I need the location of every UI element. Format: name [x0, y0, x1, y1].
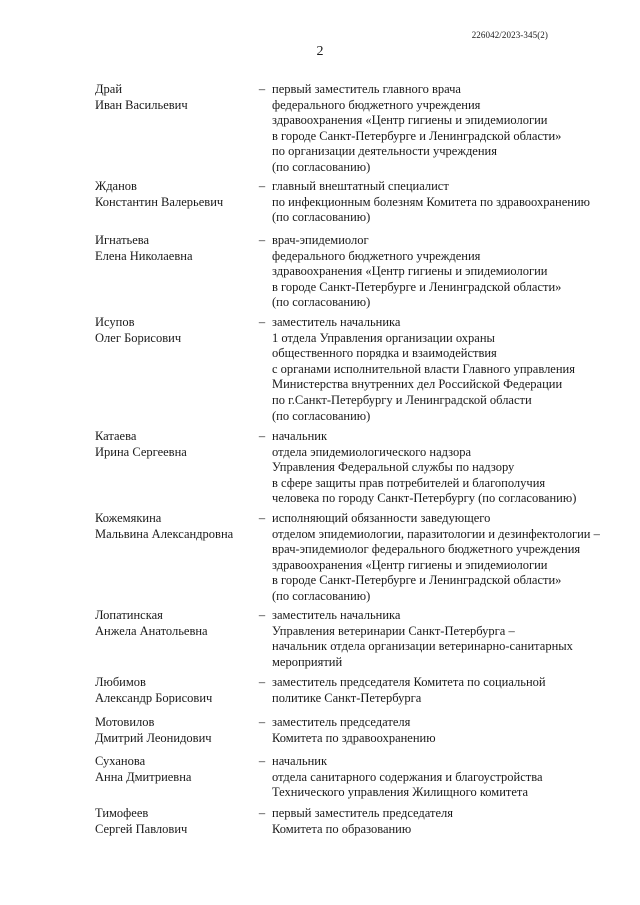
- separator-dash: –: [258, 429, 266, 443]
- page-number: 2: [316, 44, 324, 59]
- separator-dash: –: [258, 675, 266, 689]
- role-line: заместитель начальника: [272, 608, 401, 622]
- member-given-names: Александр Борисович: [95, 690, 213, 705]
- member-name: [95, 754, 255, 785]
- member-name: [95, 179, 255, 210]
- member-surname: Любимов: [95, 675, 146, 689]
- role-line: 1 отдела Управления организации охраны: [272, 330, 495, 345]
- role-line: здравоохранения «Центр гигиены и эпидемиологии: [272, 113, 548, 128]
- member-surname: Лопатинская: [95, 608, 163, 622]
- role-line: заместитель председателя Комитета по социальной: [272, 675, 546, 689]
- role-line: с органами исполнительной власти Главного управления: [272, 361, 575, 376]
- member-surname: Игнатьева: [95, 233, 150, 247]
- member-name: [95, 608, 255, 639]
- member-surname: Суханова: [95, 754, 146, 768]
- role-line: Управления ветеринарии Санкт-Петербурга –: [272, 623, 515, 638]
- role-line: Министерства внутренних дел Российской Федерации: [272, 377, 563, 392]
- role-line: Технического управления Жилищного комитета: [272, 785, 529, 800]
- role-line: исполняющий обязанности заведующего: [272, 511, 491, 525]
- member-name: [95, 82, 255, 113]
- member-given-names: Анжела Анатольевна: [95, 623, 208, 638]
- role-line: отделом эпидемиологии, паразитологии и дезинфектологии –: [272, 526, 600, 541]
- member-given-names: Иван Васильевич: [95, 97, 188, 112]
- member-role: [272, 715, 632, 746]
- member-given-names: Олег Борисович: [95, 330, 182, 345]
- member-surname: Тимофеев: [95, 806, 149, 820]
- role-line: начальник отдела организации ветеринарно-санитарных: [272, 639, 573, 654]
- role-line: здравоохранения «Центр гигиены и эпидемиологии: [272, 557, 548, 572]
- role-line: федерального бюджетного учреждения: [272, 248, 481, 263]
- member-given-names: Мальвина Александровна: [95, 526, 234, 541]
- role-line: (по согласованию): [272, 408, 371, 423]
- separator-dash: –: [258, 806, 266, 820]
- separator-dash: –: [258, 754, 266, 768]
- role-line: врач-эпидемиолог: [272, 233, 369, 247]
- role-line: общественного порядка и взаимодействия: [272, 346, 497, 361]
- role-line: начальник: [272, 754, 328, 768]
- member-name: [95, 806, 255, 837]
- member-role: [272, 82, 632, 176]
- role-line: первый заместитель председателя: [272, 806, 453, 820]
- role-line: в городе Санкт-Петербурге и Ленинградской области»: [272, 128, 562, 143]
- role-line: федерального бюджетного учреждения: [272, 97, 481, 112]
- document-id: 226042/2023-345(2): [471, 30, 548, 40]
- member-role: [272, 806, 632, 837]
- role-line: отдела санитарного содержания и благоустройства: [272, 769, 543, 784]
- role-line: в сфере защиты прав потребителей и благополучия: [272, 475, 546, 490]
- role-line: политике Санкт-Петербурга: [272, 690, 422, 705]
- member-given-names: Ирина Сергеевна: [95, 444, 187, 459]
- role-line: главный внештатный специалист: [272, 179, 449, 193]
- member-given-names: Елена Николаевна: [95, 248, 193, 263]
- role-line: в городе Санкт-Петербурге и Ленинградской области»: [272, 573, 562, 588]
- role-line: (по согласованию): [272, 210, 371, 225]
- role-line: мероприятий: [272, 654, 343, 669]
- member-role: [272, 429, 632, 507]
- separator-dash: –: [258, 315, 266, 329]
- member-role: [272, 179, 632, 226]
- member-surname: Кожемякина: [95, 511, 162, 525]
- member-role: [272, 233, 632, 311]
- role-line: Комитета по образованию: [272, 821, 412, 836]
- member-given-names: Константин Валерьевич: [95, 194, 224, 209]
- member-name: [95, 511, 255, 542]
- separator-dash: –: [258, 82, 266, 96]
- member-role: [272, 608, 632, 670]
- separator-dash: –: [258, 179, 266, 193]
- member-role: [272, 754, 632, 801]
- role-line: начальник: [272, 429, 328, 443]
- member-given-names: Анна Дмитриевна: [95, 769, 192, 784]
- member-name: [95, 715, 255, 746]
- member-given-names: Дмитрий Леонидович: [95, 730, 212, 745]
- member-name: [95, 675, 255, 706]
- role-line: заместитель председателя: [272, 715, 411, 729]
- member-given-names: Сергей Павлович: [95, 821, 188, 836]
- member-surname: Жданов: [95, 179, 137, 193]
- role-line: Комитета по здравоохранению: [272, 730, 436, 745]
- member-surname: Катаева: [95, 429, 137, 443]
- role-line: в городе Санкт-Петербурге и Ленинградской области»: [272, 279, 562, 294]
- role-line: заместитель начальника: [272, 315, 401, 329]
- member-role: [272, 315, 632, 424]
- member-surname: Мотовилов: [95, 715, 155, 729]
- role-line: врач-эпидемиолог федерального бюджетного учреждения: [272, 542, 581, 557]
- separator-dash: –: [258, 715, 266, 729]
- member-role: [272, 511, 632, 605]
- member-name: [95, 315, 255, 346]
- separator-dash: –: [258, 233, 266, 247]
- role-line: (по согласованию): [272, 295, 371, 310]
- role-line: по г.Санкт-Петербургу и Ленинградской области: [272, 392, 532, 407]
- role-line: по инфекционным болезням Комитета по здравоохранению: [272, 194, 590, 209]
- member-name: [95, 429, 255, 460]
- role-line: (по согласованию): [272, 159, 371, 174]
- member-role: [272, 675, 632, 706]
- role-line: (по согласованию): [272, 588, 371, 603]
- role-line: Управления Федеральной службы по надзору: [272, 460, 515, 475]
- role-line: первый заместитель главного врача: [272, 82, 461, 96]
- member-surname: Драй: [95, 82, 123, 96]
- separator-dash: –: [258, 511, 266, 525]
- member-name: [95, 233, 255, 264]
- member-surname: Исупов: [95, 315, 135, 329]
- role-line: по организации деятельности учреждения: [272, 144, 497, 159]
- role-line: человека по городу Санкт-Петербургу (по согласованию): [272, 491, 577, 506]
- role-line: отдела эпидемиологического надзора: [272, 444, 472, 459]
- separator-dash: –: [258, 608, 266, 622]
- role-line: здравоохранения «Центр гигиены и эпидемиологии: [272, 264, 548, 279]
